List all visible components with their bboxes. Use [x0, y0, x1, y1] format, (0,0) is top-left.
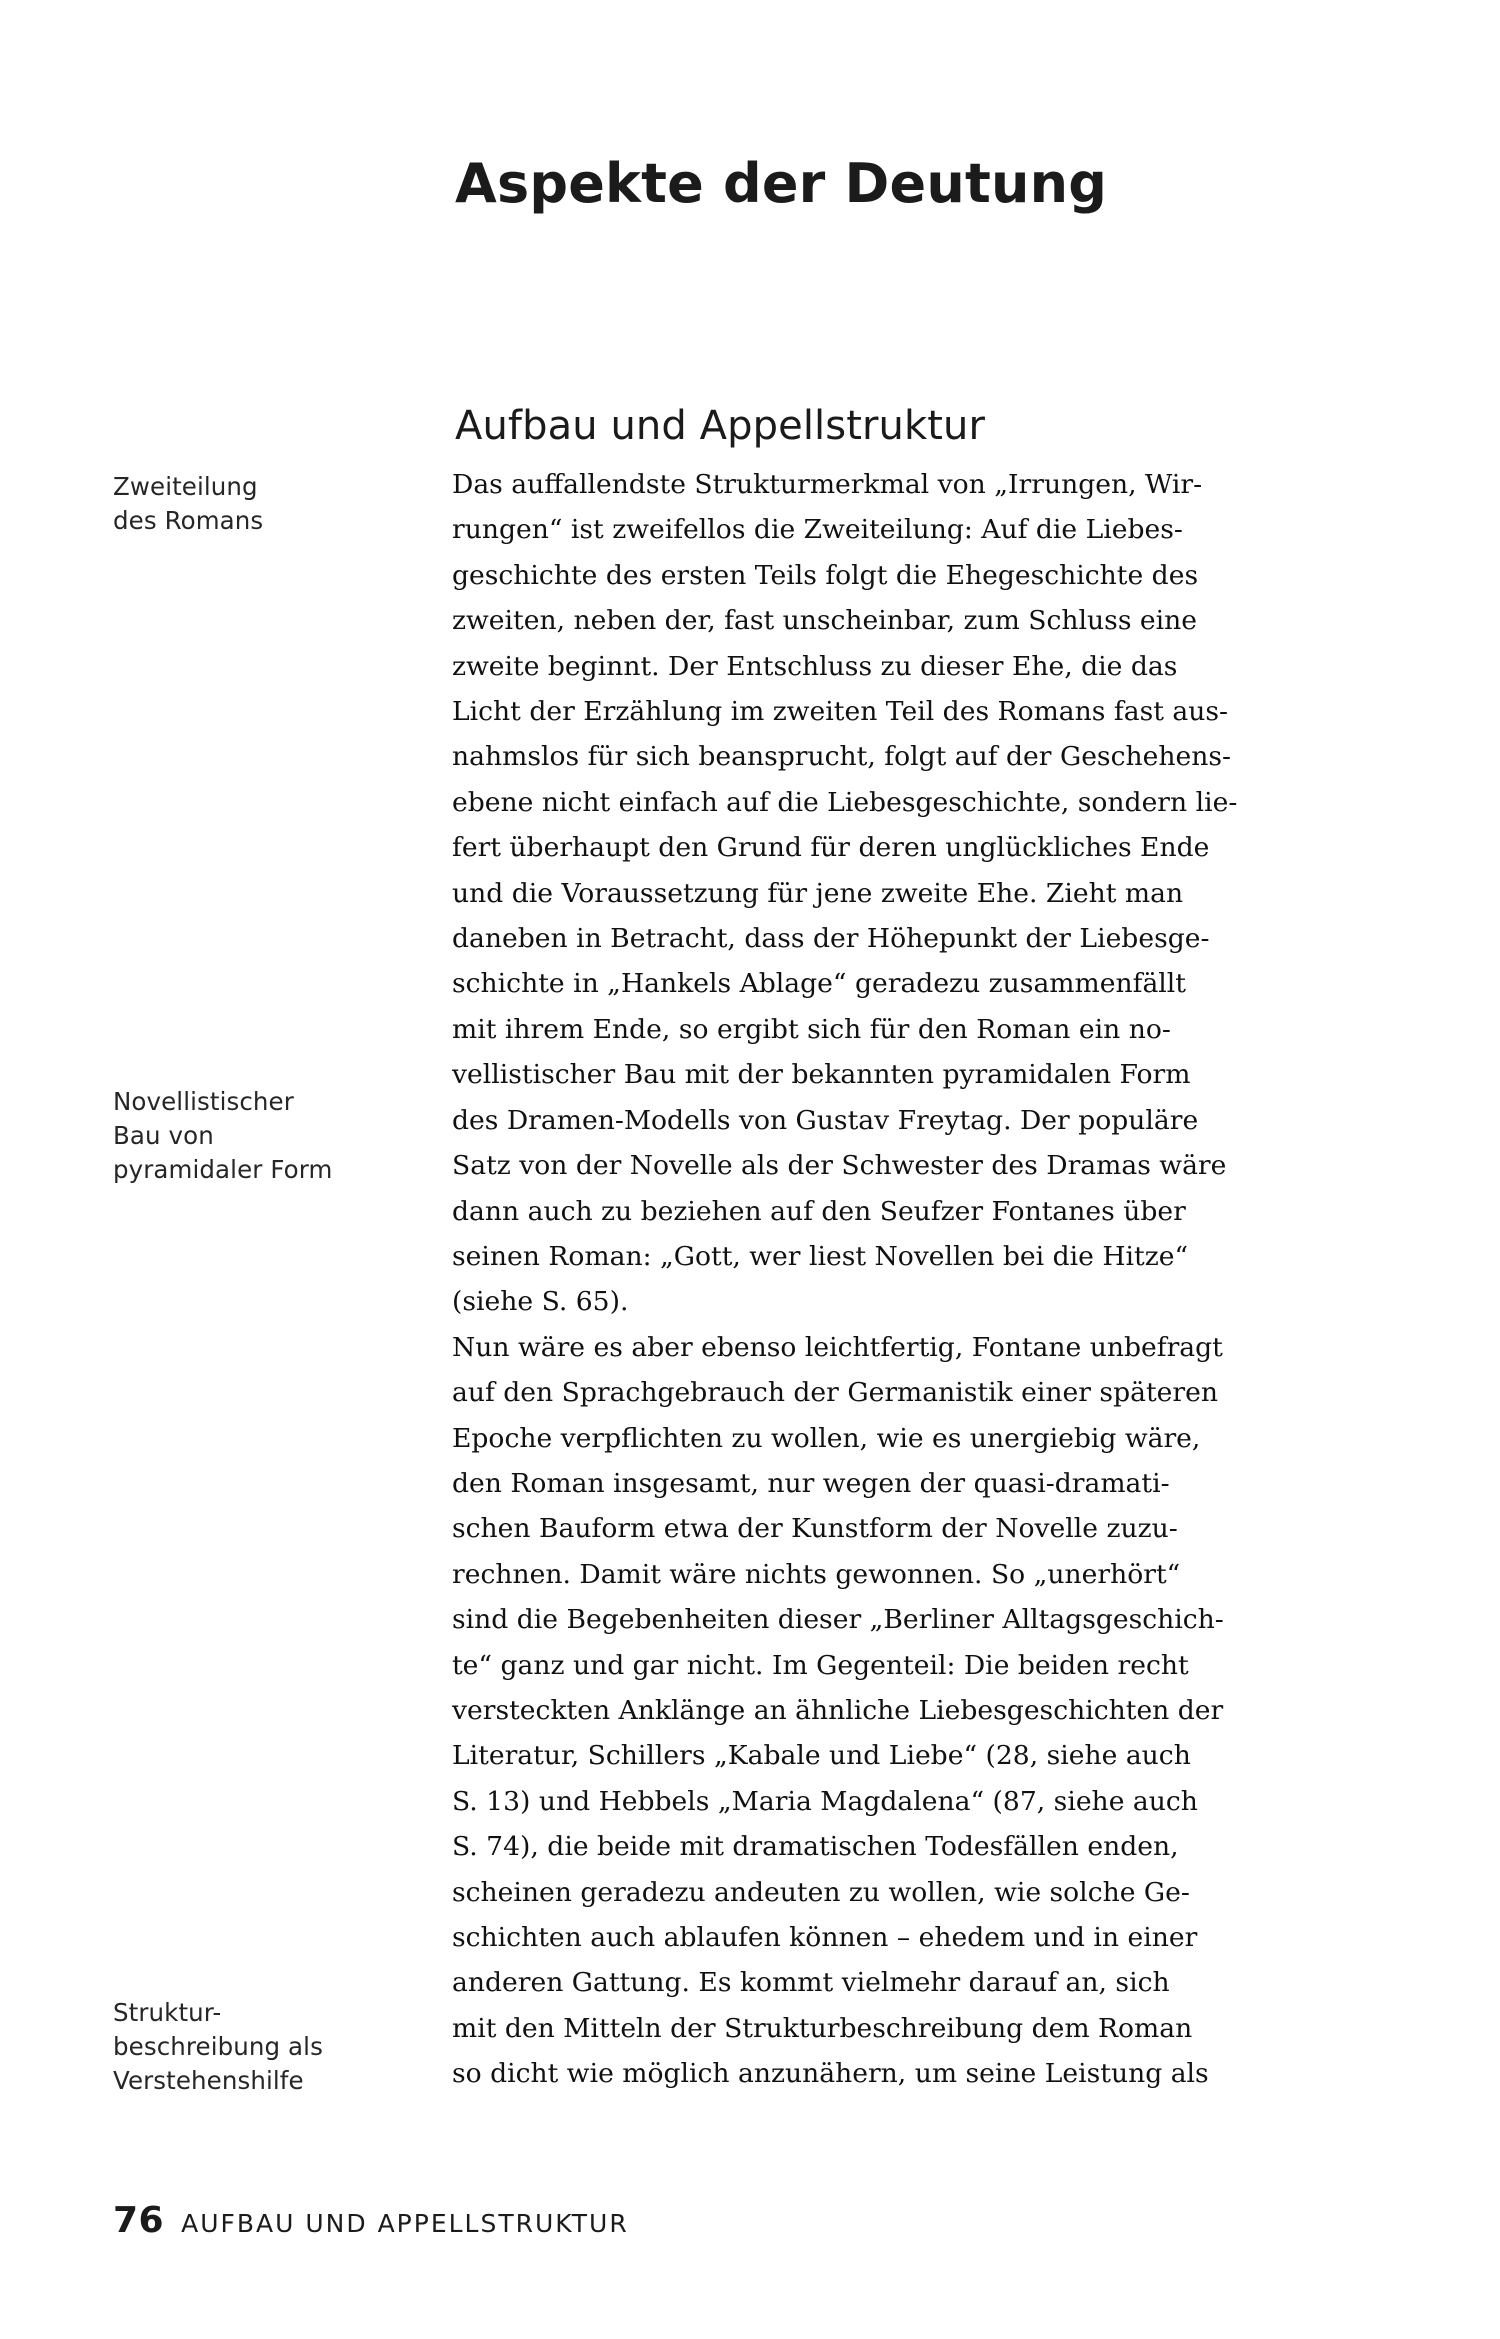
body-text-line: versteckten Anklänge an ähnliche Liebesgeschichten der: [452, 1694, 1224, 1726]
body-text-line: Nun wäre es aber ebenso leichtfertig, Fontane unbefragt: [452, 1331, 1223, 1363]
body-text-line: nahmslos für sich beansprucht, folgt auf der Geschehens-: [452, 741, 1231, 773]
body-text-line: rechnen. Damit wäre nichts gewonnen. So „unerhört“: [452, 1558, 1181, 1590]
body-text-line: daneben in Betracht, dass der Höhepunkt der Liebesge-: [452, 923, 1210, 955]
body-text-line: vellistischer Bau mit der bekannten pyramidalen Form: [452, 1059, 1191, 1091]
margin-note-strukturbeschreibung: [113, 1996, 368, 2098]
body-text-line: (siehe S. 65).: [452, 1286, 629, 1318]
body-text-line: fert überhaupt den Grund für deren unglückliches Ende: [452, 832, 1210, 864]
body-text-line: mit den Mitteln der Strukturbeschreibung dem Roman: [452, 2012, 1193, 2044]
body-text-line: und die Voraussetzung für jene zweite Ehe. Zieht man: [452, 877, 1184, 909]
body-text-line: Das auffallendste Strukturmerkmal von „Irrungen, Wir-: [452, 469, 1203, 500]
margin-note-line: beschreibung als: [113, 2032, 323, 2061]
body-text-line: Satz von der Novelle als der Schwester des Dramas wäre: [452, 1150, 1227, 1182]
body-text-line: den Roman insgesamt, nur wegen der quasi-dramati-: [452, 1467, 1170, 1499]
body-text-line: zweiten, neben der, fast unscheinbar, zum Schluss eine: [452, 605, 1198, 637]
margin-note-zweiteilung: [113, 470, 368, 538]
body-text-line: so dicht wie möglich anzunähern, um seine Leistung als: [452, 2058, 1209, 2090]
body-text-line: anderen Gattung. Es kommt vielmehr darauf an, sich: [452, 1967, 1170, 1999]
margin-note-line: Novellistischer: [113, 1087, 294, 1116]
body-text-line: mit ihrem Ende, so ergibt sich für den Roman ein no-: [452, 1013, 1171, 1045]
margin-note-line: Verstehenshilfe: [113, 2066, 304, 2095]
margin-note-line: pyramidaler Form: [113, 1155, 333, 1184]
body-text-line: sind die Begebenheiten dieser „Berliner Alltagsgeschich-: [452, 1604, 1224, 1636]
body-text-line: seinen Roman: „Gott, wer liest Novellen bei die Hitze“: [452, 1240, 1189, 1272]
body-text-line: S. 13) und Hebbels „Maria Magdalena“ (87, siehe auch: [452, 1785, 1198, 1817]
body-text-line: zweite beginnt. Der Entschluss zu dieser Ehe, die das: [452, 650, 1178, 682]
body-text-line: Literatur, Schillers „Kabale und Liebe“ (28, siehe auch: [452, 1740, 1191, 1772]
page-number: 76: [113, 2200, 165, 2241]
body-text-line: scheinen geradezu andeuten zu wollen, wie solche Ge-: [452, 1876, 1190, 1908]
margin-note-line: Struktur-: [113, 1998, 222, 2027]
body-text-line: Licht der Erzählung im zweiten Teil des Romans fast aus-: [452, 696, 1228, 728]
margin-note-line: Zweiteilung: [113, 472, 258, 501]
body-text-line: dann auch zu beziehen auf den Seufzer Fontanes über: [452, 1195, 1186, 1227]
section-heading: Aufbau und Appellstruktur: [455, 403, 986, 450]
body-text-line: Epoche verpflichten zu wollen, wie es unergiebig wäre,: [452, 1422, 1201, 1454]
body-text-line: schichten auch ablaufen können – ehedem und in einer: [452, 1922, 1198, 1953]
body-paragraph: [452, 1325, 1224, 2097]
margin-note-line: des Romans: [113, 506, 264, 535]
body-paragraph: [452, 462, 1238, 1325]
body-text-line: geschichte des ersten Teils folgt die Ehegeschichte des: [452, 559, 1199, 591]
body-text-line: schichte in „Hankels Ablage“ geradezu zusammenfällt: [452, 968, 1186, 1000]
page-title: Aspekte der Deutung: [455, 152, 1108, 216]
body-text-line: rungen“ ist zweifellos die Zweiteilung: Auf die Liebes-: [452, 514, 1183, 546]
body-text-line: te“ ganz und gar nicht. Im Gegenteil: Die beiden recht: [452, 1649, 1189, 1681]
body-text-line: schen Bauform etwa der Kunstform der Novelle zuzu-: [452, 1513, 1178, 1545]
body-text-line: auf den Sprachgebrauch der Germanistik einer späteren: [452, 1377, 1218, 1409]
body-text-line: des Dramen-Modells von Gustav Freytag. Der populäre: [452, 1104, 1199, 1136]
page-footer: [113, 2200, 629, 2241]
body-text-line: S. 74), die beide mit dramatischen Todesfällen enden,: [452, 1831, 1179, 1863]
running-head: AUFBAU UND APPELLSTRUKTUR: [181, 2209, 629, 2238]
body-text-line: ebene nicht einfach auf die Liebesgeschichte, sondern lie-: [452, 786, 1238, 818]
body-text-column: [452, 462, 1238, 2097]
margin-note-line: Bau von: [113, 1121, 214, 1150]
margin-note-novellistischer-bau: [113, 1085, 368, 1187]
